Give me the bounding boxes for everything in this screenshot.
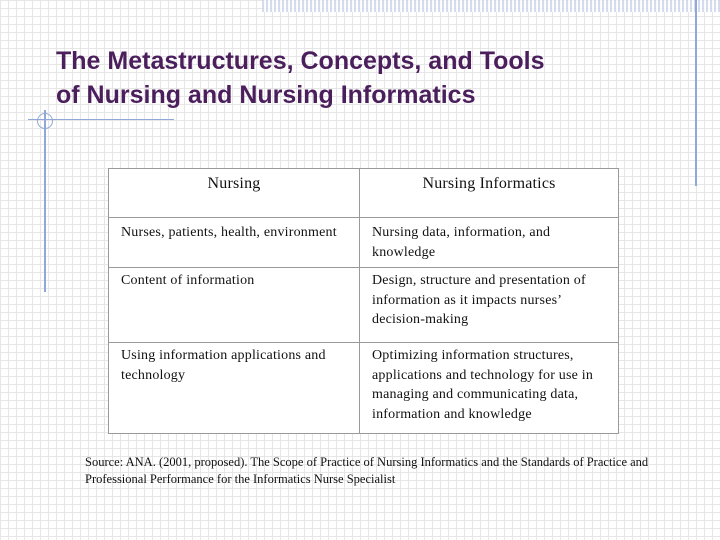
decorative-top-band <box>262 0 720 12</box>
table-cell: Nurses, patients, health, environment <box>109 218 360 268</box>
table-row <box>109 268 619 343</box>
decorative-vertical-line-left <box>44 110 46 292</box>
table-row <box>109 343 619 434</box>
table-cell: Design, structure and presentation of information as it impacts nurses’ decision-making <box>360 268 619 343</box>
table-cell: Optimizing information structures, applications and technology for use in managing and communicating data, information and knowledge <box>360 343 619 434</box>
comparison-table <box>108 168 619 434</box>
header-nursing-informatics: Nursing Informatics <box>360 169 619 218</box>
decorative-vertical-line-right <box>695 0 697 186</box>
source-citation: Source: ANA. (2001, proposed). The Scope of Practice of Nursing Informatics and the Standards of Practice and Professional Performance for the Informatics Nurse Specialist <box>85 455 649 486</box>
table-row <box>109 218 619 268</box>
slide-title-line-2: of Nursing and Nursing Informatics <box>56 81 476 109</box>
slide-title-line-1: The Metastructures, Concepts, and Tools <box>56 47 545 75</box>
comparison-table-wrapper <box>108 168 618 434</box>
table-cell: Using information applications and technology <box>109 343 360 434</box>
table-cell: Nursing data, information, and knowledge <box>360 218 619 268</box>
slide-title <box>56 44 676 112</box>
table-cell: Content of information <box>109 268 360 343</box>
decorative-circle <box>37 113 53 129</box>
header-nursing: Nursing <box>109 169 360 218</box>
table-header-row <box>109 169 619 218</box>
